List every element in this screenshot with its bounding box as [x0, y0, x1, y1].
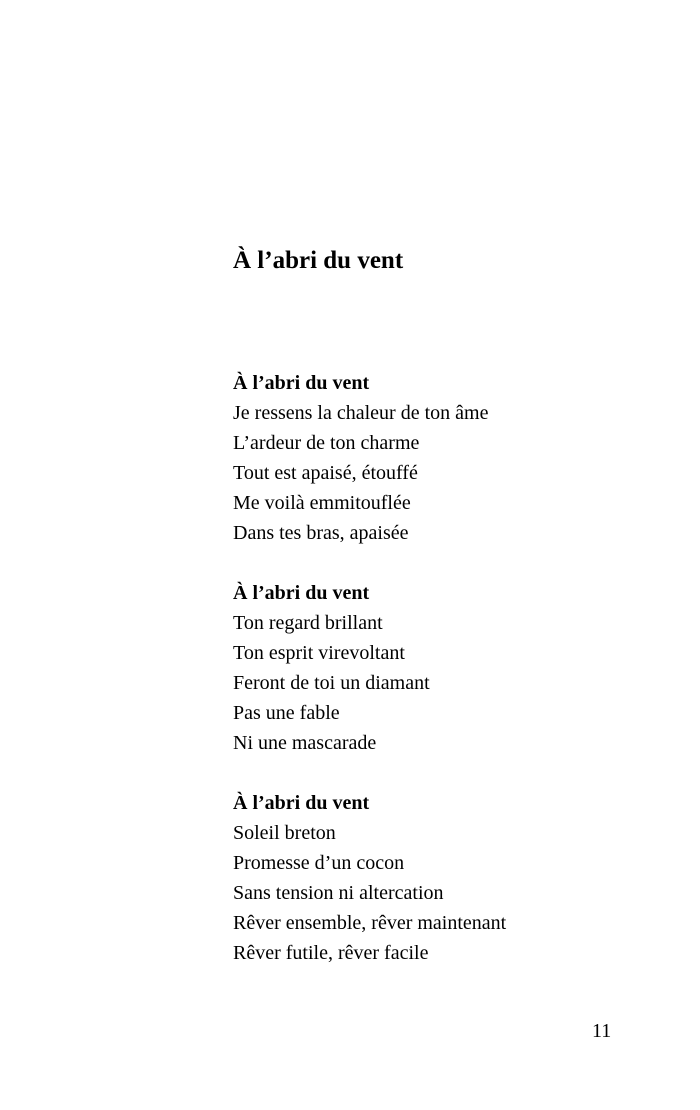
stanza-refrain: À l’abri du vent: [233, 372, 370, 394]
stanza: [233, 788, 506, 968]
poem-line: Tout est apaisé, étouffé: [233, 462, 418, 484]
poem-line: Me voilà emmitouflée: [233, 492, 411, 514]
stanza: [233, 578, 506, 758]
poem-line: Pas une fable: [233, 702, 340, 724]
stanza-refrain: À l’abri du vent: [233, 792, 370, 814]
poem-line: Sans tension ni altercation: [233, 882, 444, 904]
poem-line: Feront de toi un diamant: [233, 672, 430, 694]
stanza: [233, 368, 506, 548]
page-title: À l’abri du vent: [233, 247, 404, 274]
poem-line: L’ardeur de ton charme: [233, 432, 420, 454]
poem-line: Je ressens la chaleur de ton âme: [233, 402, 489, 424]
poem-line: Dans tes bras, apaisée: [233, 522, 409, 544]
poem-line: Soleil breton: [233, 822, 336, 844]
poem-line: Ton esprit virevoltant: [233, 642, 405, 664]
poem-line: Ton regard brillant: [233, 612, 383, 634]
poem-line: Rêver futile, rêver facile: [233, 942, 429, 964]
poem-line: Rêver ensemble, rêver maintenant: [233, 912, 507, 934]
poem: [233, 368, 506, 968]
poem-line: Promesse d’un cocon: [233, 852, 405, 874]
stanza-refrain: À l’abri du vent: [233, 582, 370, 604]
poem-line: Ni une mascarade: [233, 732, 377, 754]
page-number: 11: [592, 1020, 612, 1042]
